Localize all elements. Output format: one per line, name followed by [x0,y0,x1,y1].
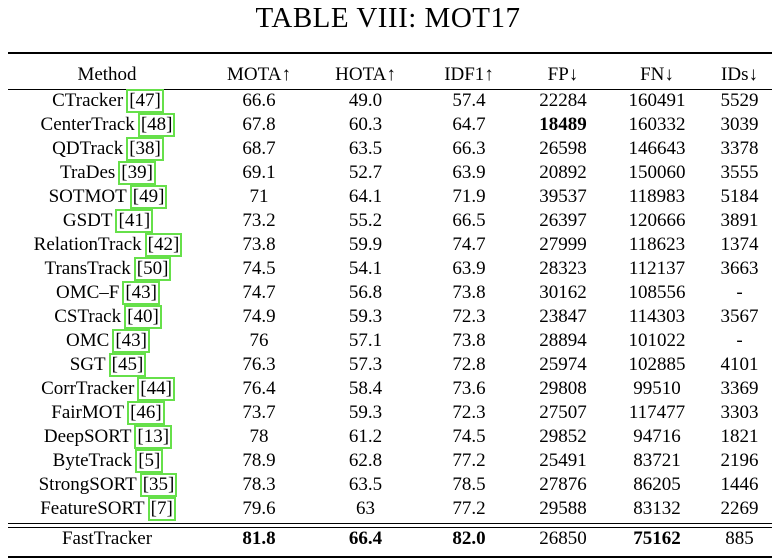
hota-cell: 60.3 [348,114,383,135]
fp-cell: 26397 [539,210,587,231]
citation-number: 41 [124,210,144,231]
citation-number: 43 [131,282,151,303]
mota-cell: 69.1 [242,162,276,183]
fp-cell: 30162 [539,282,587,303]
table-row [8,161,772,185]
citation-link[interactable]: [46] [130,402,162,423]
mota-cell: 78.9 [242,450,276,471]
citation-link[interactable]: [49] [132,186,165,207]
fp-cell: 25974 [539,354,587,375]
fp-cell: 27876 [539,474,587,495]
fp-cell: 23847 [539,306,587,327]
method-cell [8,113,206,137]
table-row [8,377,772,401]
citation-link[interactable]: [41] [118,210,151,231]
fn-cell: 117477 [628,402,686,423]
table-row [8,401,772,425]
method-name: CenterTrack [40,114,135,135]
ids-cell: 5529 [720,90,759,111]
fn-cell: 160332 [628,114,686,135]
mota-cell: 76 [249,330,269,351]
ids-cell: 2196 [720,450,759,471]
method-cell [8,185,206,209]
hota-cell: 57.1 [348,330,383,351]
method-name: TraDes [60,162,116,183]
mota-cell: 76.4 [242,378,276,399]
mota-cell: 78.3 [242,474,276,495]
method-cell [8,305,206,329]
method-name: GSDT [62,210,113,231]
final-idf1: 82.0 [452,528,486,549]
ids-cell: 3663 [720,258,759,279]
header-idf1: IDF1↑ [444,64,494,85]
final-ids: 885 [725,528,754,549]
top-rule [8,52,772,54]
idf1-cell: 66.5 [452,210,486,231]
fp-cell: 27999 [539,234,587,255]
citation-number: 46 [136,402,156,423]
citation-number: 13 [143,426,163,447]
method-name: OMC [66,330,110,351]
hota-cell: 58.4 [348,378,383,399]
hota-cell: 49.0 [348,90,383,111]
citation-link[interactable]: [45] [111,354,144,375]
final-fn: 75162 [633,528,681,549]
mota-cell: 74.9 [242,306,276,327]
table-row [8,233,772,257]
method-name: CSTrack [54,306,122,327]
method-cell [8,401,206,425]
citation-link[interactable]: [43] [115,330,147,351]
mota-cell: 76.3 [242,354,276,375]
citation-number: 38 [135,138,155,159]
table-row [8,209,772,233]
citation-number: 47 [135,90,155,111]
fn-cell: 83721 [633,450,681,471]
mota-cell: 68.7 [242,138,276,159]
hota-cell: 62.8 [348,450,383,471]
method-name: FairMOT [51,402,125,423]
citation-number: 7 [156,498,167,519]
table-row [8,329,772,353]
mota-cell: 73.7 [242,402,276,423]
method-name: TransTrack [44,258,131,279]
method-cell [8,425,206,449]
table-row [8,497,772,521]
table-row [8,257,772,281]
hota-cell: 63.5 [348,138,383,159]
ids-cell: 1374 [720,234,759,255]
fp-cell: 28894 [539,330,587,351]
fp-cell: 28323 [539,258,587,279]
table-row [8,137,772,161]
idf1-cell: 74.5 [452,426,486,447]
fp-cell: 29808 [539,378,587,399]
hota-cell: 54.1 [348,258,383,279]
idf1-cell: 57.4 [452,90,486,111]
citation-number: 48 [147,114,167,135]
header-row [8,63,772,87]
fp-cell: 27507 [539,402,587,423]
citation-number: 50 [143,258,163,279]
final-mota: 81.8 [242,528,276,549]
table-row [8,281,772,305]
mota-cell: 66.6 [242,90,276,111]
idf1-cell: 63.9 [452,258,486,279]
method-cell [8,281,206,305]
citation-number: 49 [139,186,159,207]
citation-number: 40 [133,306,153,327]
citation-link[interactable]: [5] [138,450,161,471]
method-name: FeatureSORT [40,498,145,519]
method-name: StrongSORT [38,474,137,495]
idf1-cell: 72.8 [452,354,486,375]
header-mota: MOTA↑ [227,64,291,85]
fp-cell: 20892 [539,162,587,183]
idf1-cell: 72.3 [452,306,486,327]
mota-cell: 74.7 [242,282,276,303]
table-caption: TABLE VIII: MOT17 [255,2,521,34]
idf1-cell: 73.6 [452,378,486,399]
citation-link[interactable]: [42] [147,234,180,255]
ids-cell: 2269 [720,498,759,519]
method-cell [8,329,206,353]
table-row [8,185,772,209]
fp-cell: 29588 [539,498,587,519]
table-row [8,473,772,497]
citation-number: 43 [121,330,141,351]
hota-cell: 55.2 [348,210,383,231]
fn-cell: 86205 [633,474,681,495]
citation-number: 39 [127,162,147,183]
method-cell [8,353,206,377]
method-name: CTracker [52,90,124,111]
method-cell [8,257,206,281]
table-row [8,449,772,473]
fn-cell: 118983 [628,186,686,207]
ids-cell: 3369 [720,378,759,399]
header-ids: IDs↓ [721,64,758,85]
hota-cell: 61.2 [348,426,383,447]
ids-cell: 4101 [720,354,759,375]
method-cell [8,89,206,113]
ids-cell: 1446 [720,474,759,495]
fn-cell: 150060 [628,162,686,183]
header-fp: FP↓ [547,64,579,85]
method-name: ByteTrack [52,450,133,471]
citation-link[interactable]: [44] [140,378,172,399]
idf1-cell: 73.8 [452,330,486,351]
hota-cell: 52.7 [348,162,383,183]
ids-cell: 3303 [720,402,759,423]
header-method: Method [77,64,137,85]
idf1-cell: 64.7 [452,114,486,135]
method-cell [8,233,206,257]
method-name: SGT [69,354,106,375]
final-row [8,527,772,551]
fn-cell: 94716 [633,426,681,447]
fn-cell: 101022 [628,330,686,351]
table-row [8,89,772,113]
hota-cell: 59.3 [348,402,383,423]
fp-cell: 22284 [539,90,587,111]
fn-cell: 112137 [628,258,686,279]
final-method: FastTracker [61,528,153,549]
citation-link[interactable]: [7] [150,498,173,519]
method-name: CorrTracker [41,378,135,399]
citation-number: 42 [154,234,173,255]
hota-cell: 63 [356,498,375,519]
citation-number: 45 [117,354,137,375]
citation-link[interactable]: [50] [136,258,169,279]
method-name: OMC–F [55,282,120,303]
idf1-cell: 66.3 [452,138,486,159]
method-name: QDTrack [52,138,124,159]
mota-cell: 73.2 [242,210,276,231]
fn-cell: 108556 [628,282,686,303]
citation-link[interactable]: [39] [121,162,153,183]
ids-cell: 3378 [720,138,759,159]
header-hota: HOTA↑ [335,64,396,85]
hota-cell: 57.3 [348,354,383,375]
ids-cell: 5184 [720,186,759,207]
ids-cell: - [736,282,743,303]
ids-cell: 1821 [720,426,759,447]
idf1-cell: 77.2 [452,498,486,519]
fp-cell: 18489 [539,114,587,135]
double-rule-upper [8,523,772,524]
hota-cell: 63.5 [348,474,383,495]
fn-cell: 83132 [633,498,681,519]
method-name: SOTMOT [48,186,127,207]
method-cell [8,161,206,185]
table-row [8,425,772,449]
method-cell [8,137,206,161]
idf1-cell: 77.2 [452,450,486,471]
table-row [8,353,772,377]
method-name: DeepSORT [43,426,132,447]
citation-link[interactable]: [40] [127,306,159,327]
method-cell [8,473,206,497]
citation-link[interactable]: [38] [129,138,161,159]
hota-cell: 64.1 [348,186,383,207]
citation-number: 35 [149,474,169,495]
fn-cell: 118623 [628,234,686,255]
mota-cell: 67.8 [242,114,276,135]
citation-number: 44 [146,378,166,399]
header-fn: FN↓ [640,64,674,85]
method-name: RelationTrack [33,234,142,255]
mota-cell: 79.6 [242,498,276,519]
fn-cell: 102885 [628,354,686,375]
idf1-cell: 72.3 [452,402,486,423]
ids-cell: 3555 [720,162,759,183]
citation-link[interactable]: [13] [137,426,170,447]
table-row [8,113,772,137]
idf1-cell: 71.9 [452,186,486,207]
fn-cell: 99510 [633,378,681,399]
ids-cell: 3039 [720,114,759,135]
hota-cell: 59.3 [348,306,383,327]
idf1-cell: 74.7 [452,234,486,255]
final-hota: 66.4 [348,528,383,549]
citation-link[interactable]: [47] [129,90,161,111]
mota-cell: 78 [249,426,269,447]
idf1-cell: 78.5 [452,474,486,495]
method-cell [8,209,206,233]
citation-link[interactable]: [35] [142,474,175,495]
final-fp: 26850 [539,528,587,549]
citation-link[interactable]: [43] [125,282,157,303]
fp-cell: 39537 [539,186,587,207]
hota-cell: 59.9 [348,234,383,255]
citation-link[interactable]: [48] [140,114,173,135]
ids-cell: - [736,330,743,351]
fn-cell: 160491 [628,90,686,111]
idf1-cell: 73.8 [452,282,486,303]
method-cell [8,449,206,473]
mota-cell: 71 [249,186,269,207]
mota-cell: 74.5 [242,258,276,279]
fp-cell: 26598 [539,138,587,159]
citation-number: 5 [144,450,155,471]
bottom-rule [8,556,772,558]
fn-cell: 114303 [628,306,686,327]
method-cell [8,497,206,521]
method-cell [8,377,206,401]
hota-cell: 56.8 [348,282,383,303]
ids-cell: 3567 [720,306,759,327]
fp-cell: 29852 [539,426,587,447]
table-row [8,305,772,329]
ids-cell: 3891 [720,210,759,231]
fp-cell: 25491 [539,450,587,471]
fn-cell: 146643 [628,138,686,159]
fn-cell: 120666 [628,210,686,231]
idf1-cell: 63.9 [452,162,486,183]
mota-cell: 73.8 [242,234,276,255]
